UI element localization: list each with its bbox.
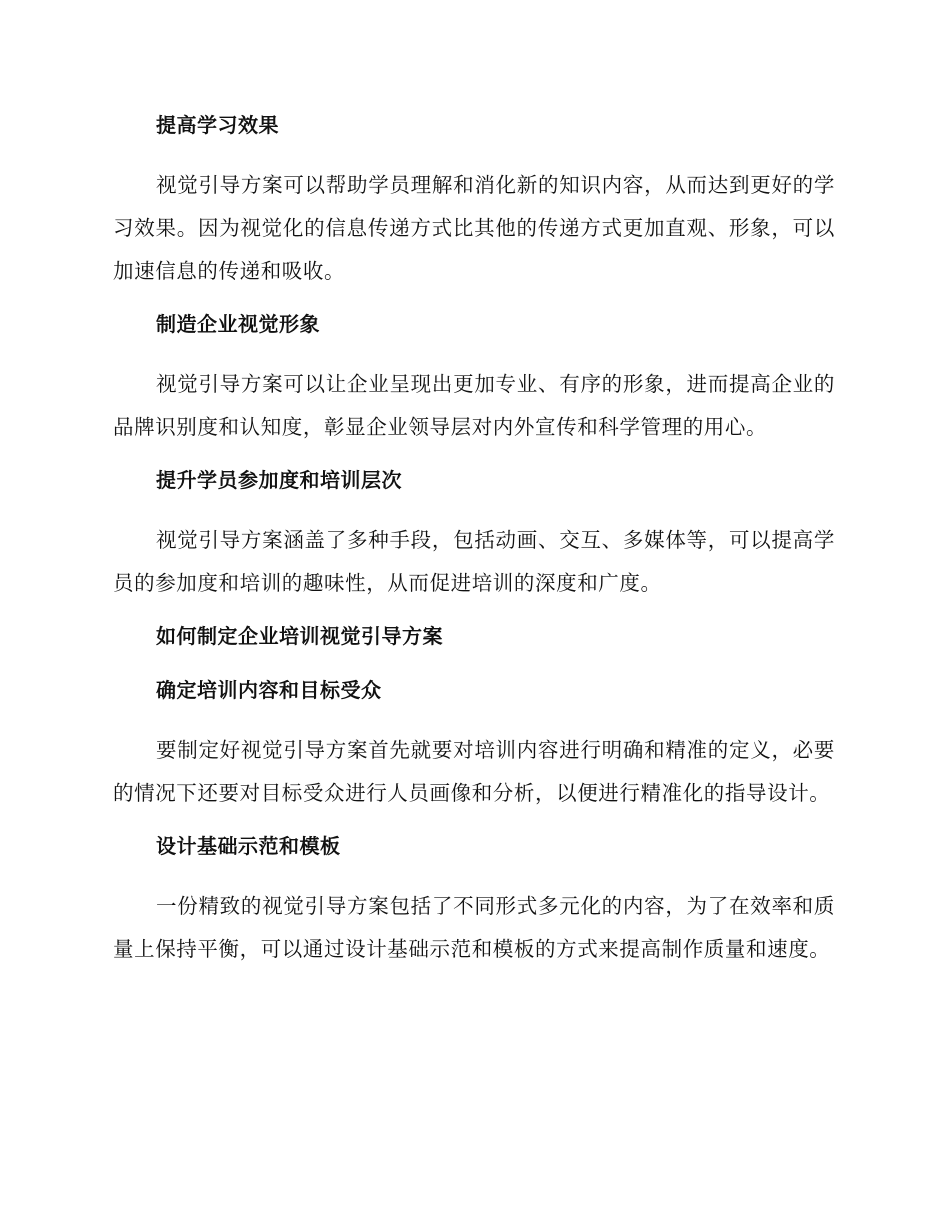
section-heading-how-to-plan: 如何制定企业培训视觉引导方案 (156, 624, 443, 648)
section-heading-participation: 提升学员参加度和培训层次 (156, 468, 402, 492)
section-paragraph-templates: 一份精致的视觉引导方案包括了不同形式多元化的内容，为了在效率和质量上保持平衡，可以通过设计基础示范和模板的方式来提高制作质量和速度。 (113, 894, 835, 961)
section-heading-templates: 设计基础示范和模板 (156, 834, 341, 858)
section-paragraph-content-audience: 要制定好视觉引导方案首先就要对培训内容进行明确和精准的定义，必要的情况下还要对目标受众进行人员画像和分析，以便进行精准化的指导设计。 (113, 738, 835, 805)
section-heading-improve-learning: 提高学习效果 (156, 113, 279, 137)
document-body (113, 110, 835, 987)
section-paragraph-improve-learning: 视觉引导方案可以帮助学员理解和消化新的知识内容，从而达到更好的学习效果。因为视觉化的信息传递方式比其他的传递方式更加直观、形象，可以加速信息的传递和吸收。 (113, 173, 835, 283)
section-paragraph-corporate-image: 视觉引导方案可以让企业呈现出更加专业、有序的形象，进而提高企业的品牌识别度和认知度，彰显企业领导层对内外宣传和科学管理的用心。 (113, 372, 835, 439)
section-paragraph-participation: 视觉引导方案涵盖了多种手段，包括动画、交互、多媒体等，可以提高学员的参加度和培训的趣味性，从而促进培训的深度和广度。 (113, 528, 835, 595)
section-heading-content-audience: 确定培训内容和目标受众 (156, 678, 382, 702)
section-heading-corporate-image: 制造企业视觉形象 (156, 312, 320, 336)
